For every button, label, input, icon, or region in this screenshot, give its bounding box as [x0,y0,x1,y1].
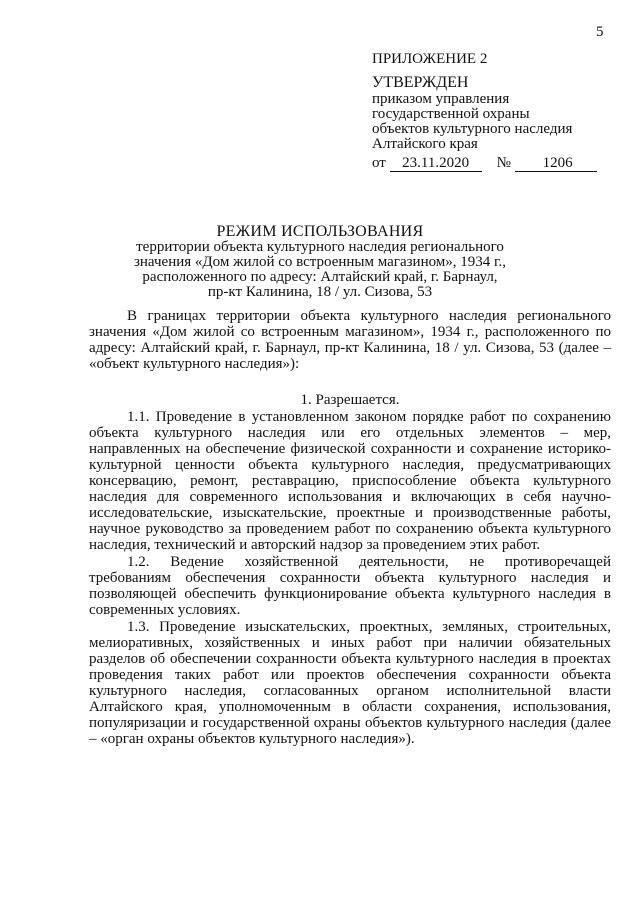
date-prefix: от [372,155,386,171]
order-line: государственной охраны [372,106,530,122]
order-date-number-row [372,156,622,172]
document-title [110,224,530,300]
approval-stamp-block [372,52,622,172]
page-number: 5 [596,24,604,40]
title-heading: РЕЖИМ ИСПОЛЬЗОВАНИЯ [216,223,424,240]
number-prefix: № [496,155,511,171]
annex-label: ПРИЛОЖЕНИЕ 2 [372,51,488,67]
title-line: расположенного по адресу: Алтайский край, г. Барнаул, [142,269,498,285]
order-line: приказом управления [372,91,510,107]
title-line: значения «Дом жилой со встроенным магазином», 1934 г., [133,254,507,270]
order-line: Алтайского края [372,136,478,152]
title-line: пр-кт Калинина, 18 / ул. Сизова, 53 [207,284,433,300]
order-date: 23.11.2020 [390,156,482,172]
clause-1-3: 1.3. Проведение изыскательских, проектных, земляных, строительных, мелиоративных, хозяйственных и иных работ при наличии обязательных разделов об обеспечении сохранности объекта культурного наследия в проектах проведения таких работ или проектов обеспечения сохранности объекта культурного наследия, согласованных органом исполнительной власти Алтайского края, уполномоченным в области сохранения, использования, популяризации и государственной охраны объектов культурного наследия (далее – «орган охраны объектов культурного наследия»). [89,619,611,747]
intro-paragraph: В границах территории объекта культурного наследия регионального значения «Дом жилой со встроенным магазином», 1934 г., расположенного по адресу: Алтайский край, г. Барнаул, пр-кт Калинина, 18 / ул. Сизова, 53 (далее – «объект культурного наследия»): [89,308,611,372]
document-body [89,308,611,748]
clause-1-1: 1.1. Проведение в установленном законом порядке работ по сохранению объекта культурного наследия или его отдельных элементов – мер, направленных на обеспечение физической сохранности и сохранение историко-культурной ценности объекта культурного наследия, предусматривающих консервацию, ремонт, реставрацию, приспособление объекта культурного наследия для современного использования и включающих в себя научно-исследовательские, изыскательские, проектные и производственные работы, научное руководство за проведением работ по сохранению объекта культурного наследия, технический и авторский надзор за проведением этих работ. [89,409,611,553]
order-line: объектов культурного наследия [372,121,573,137]
approved-label: УТВЕРЖДЕН [372,74,469,91]
title-line: территории объекта культурного наследия регионального [136,239,504,255]
order-number: 1206 [515,156,597,172]
clause-1-2: 1.2. Ведение хозяйственной деятельности, не противоречащей требованиям обеспечения сохранности объекта культурного наследия и позволяющей обеспечить функционирование объекта культурного наследия в современных условиях. [89,554,611,618]
section-heading: 1. Разрешается. [300,392,400,408]
